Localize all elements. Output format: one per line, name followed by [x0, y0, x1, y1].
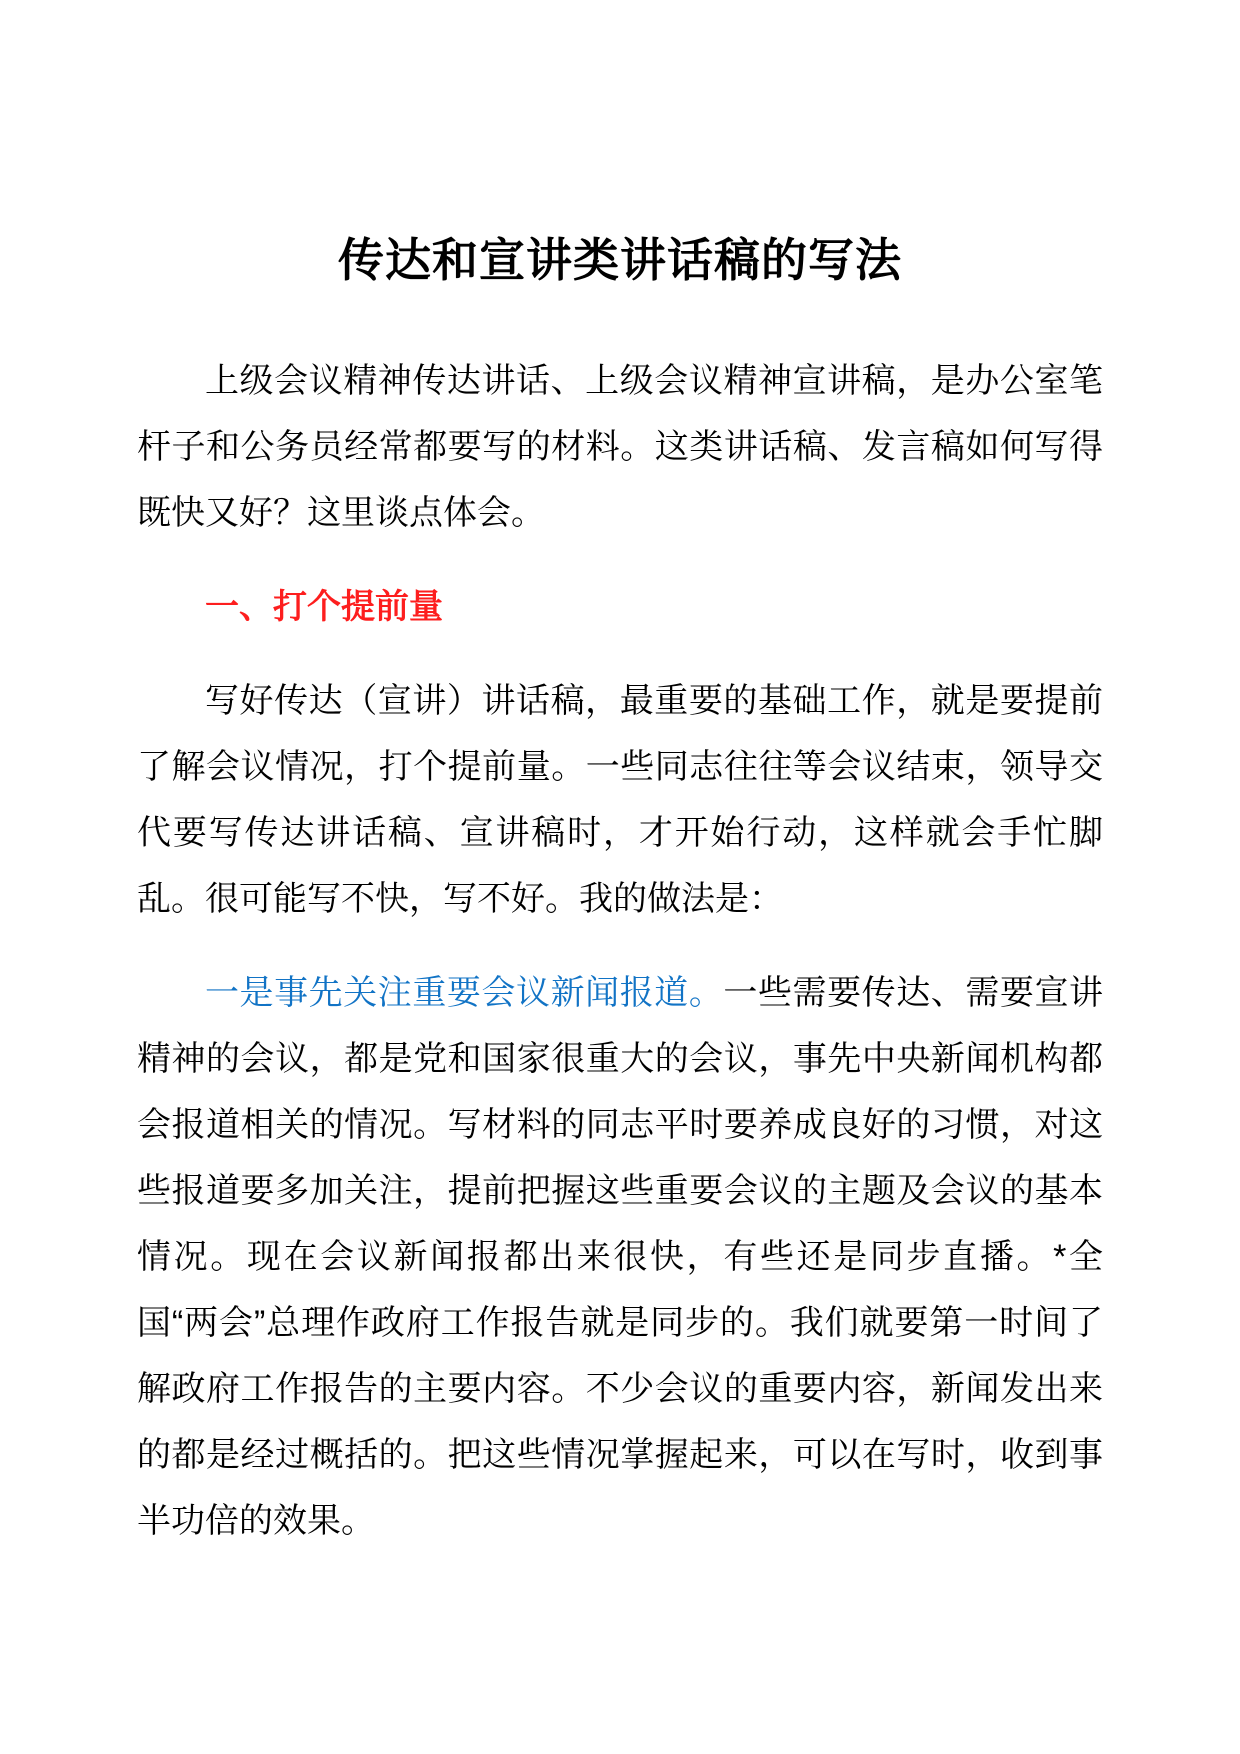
section-1-heading: 一、打个提前量	[205, 588, 443, 626]
intro-paragraph: 上级会议精神传达讲话、上级会议精神宣讲稿，是办公室笔杆子和公务员经常都要写的材料。这类讲话稿、发言稿如何写得既快又好？这里谈点体会。	[137, 362, 1103, 532]
section-1-paragraph: 写好传达（宣讲）讲话稿，最重要的基础工作，就是要提前了解会议情况，打个提前量。一些同志往往等会议结束，领导交代要写传达讲话稿、宣讲稿时，才开始行动，这样就会手忙脚乱。很可能写不快，写不好。我的做法是：	[137, 682, 1103, 918]
point-1-paragraph	[137, 960, 1103, 1554]
point-1-lead-sentence: 一是事先关注重要会议新闻报道。	[205, 974, 724, 1012]
document-title: 传达和宣讲类讲话稿的写法	[338, 234, 902, 286]
point-1-body-text: 一些需要传达、需要宣讲精神的会议，都是党和国家很重大的会议，事先中央新闻机构都会报道相关的情况。写材料的同志平时要养成良好的习惯，对这些报道要多加关注，提前把握这些重要会议的主题及会议的基本情况。现在会议新闻报都出来很快，有些还是同步直播。*全国“两会”总理作政府工作报告就是同步的。我们就要第一时间了解政府工作报告的主要内容。不少会议的重要内容，新闻发出来的都是经过概括的。把这些情况掌握起来，可以在写时，收到事半功倍的效果。	[137, 974, 1104, 1540]
